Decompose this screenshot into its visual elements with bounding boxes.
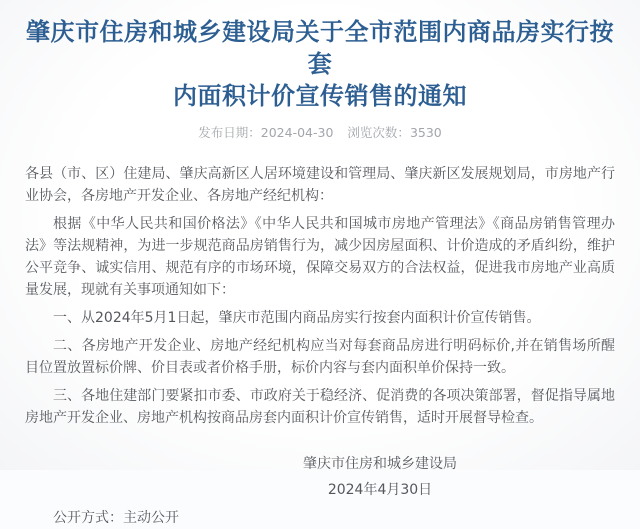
notice-item-1: 一、从2024年5月1日起，肇庆市范围内商品房实行按套内面积计价宣传销售。	[53, 310, 541, 326]
notice-item-3: 三、各地住建部门要紧扣市委、市政府关于稳经济、促消费的各项决策部署，督促指导属地房地产开发企业、房地产机构按商品房套内面积计价宣传销售，适时开展督导检查。	[25, 388, 615, 426]
publish-date-value: 2024-04-30	[260, 125, 334, 140]
view-count	[347, 125, 441, 140]
disclosure-line	[0, 507, 640, 529]
view-count-value: 3530	[409, 125, 442, 140]
page-title-line-2: 内面积计价宣传销售的通知	[173, 82, 467, 110]
signature-org: 肇庆市住房和城乡建设局	[303, 456, 457, 472]
signature-date: 2024年4月30日	[327, 482, 433, 498]
signature-block	[0, 453, 640, 501]
salutation-paragraph: 各县（市、区）住建局、肇庆高新区人居环境建设和管理局、肇庆新区发展规划局，市房地产行业协会，各房地产开发企业、各房地产经纪机构：	[25, 166, 615, 204]
page-title	[0, 0, 640, 112]
disclosure-value: 主动公开	[123, 510, 179, 526]
page-title-line-1: 肇庆市住房和城乡建设局关于全市范围内商品房实行按套	[26, 18, 614, 78]
publish-date-label: 发布日期：	[198, 125, 261, 140]
meta-bar	[0, 125, 640, 141]
disclosure-label: 公开方式：	[53, 510, 123, 526]
publish-date	[198, 125, 333, 140]
notice-item-2: 二、各房地产开发企业、房地产经纪机构应当对每套商品房进行明码标价,并在销售场所醒目位置放置标价牌、价目表或者价格手册，标价内容与套内面积单价保持一致。	[25, 338, 615, 376]
notice-body	[0, 163, 640, 429]
intro-paragraph: 根据《中华人民共和国价格法》《中华人民共和国城市房地产管理法》《商品房销售管理办法》等法规精神，为进一步规范商品房销售行为，减少因房屋面积、计价造成的矛盾纠纷，维护公平竞争、诚实信用、规范有序的市场环境，保障交易双方的合法权益，促进我市房地产业高质量发展，现就有关事项通知如下：	[25, 216, 615, 298]
view-count-label: 浏览次数：	[347, 125, 410, 140]
